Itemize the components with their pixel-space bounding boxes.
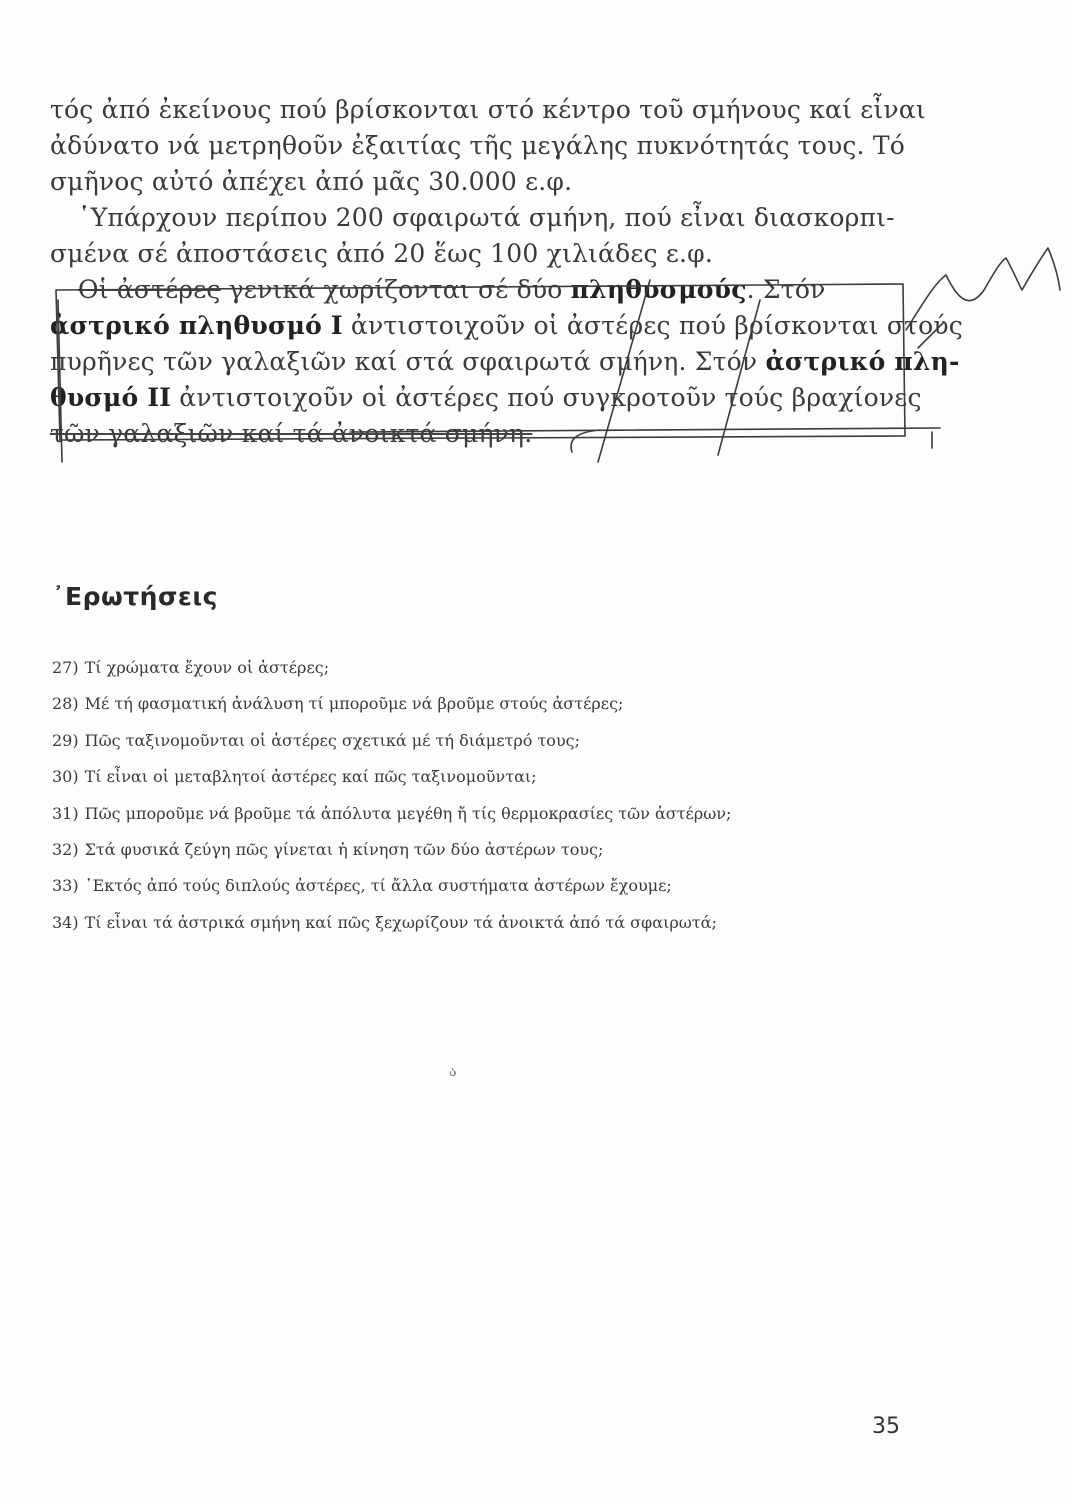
question-item bbox=[52, 723, 952, 759]
question-number: 27) bbox=[52, 658, 79, 677]
question-text: Τί εἶναι τά ἀστρικά σμήνη καί πῶς ξεχωρίζουν τά ἀνοικτά ἀπό τά σφαιρωτά; bbox=[84, 912, 717, 932]
text-segment: ἀντιστοιχοῦν οἱ ἀστέρες πού συγκροτοῦν τούς βραχίονες bbox=[171, 383, 922, 412]
question-text: Μέ τή φασματική ἀνάλυση τί μποροῦμε νά βροῦμε στούς ἀστέρες; bbox=[84, 694, 624, 714]
questions-heading: ᾿Ερωτήσεις bbox=[52, 582, 218, 611]
text-line: σμένα σέ ἀποστάσεις ἀπό 20 ἕως 100 χιλιάδες ε.φ. bbox=[50, 239, 714, 268]
bold-term: θυσμό ΙΙ bbox=[50, 383, 172, 412]
question-text: ᾿Εκτός ἀπό τούς διπλούς ἀστέρες, τί ἄλλα συστήματα ἀστέρων ἔχουμε; bbox=[84, 876, 672, 896]
question-text: Πῶς ταξινομοῦνται οἱ ἀστέρες σχετικά μέ τή διάμετρό τους; bbox=[84, 730, 581, 750]
question-item bbox=[52, 868, 952, 904]
text-line: ἀδύνατο νά μετρηθοῦν ἐξαιτίας τῆς μεγάλης πυκνότητάς τους. Τό bbox=[50, 131, 905, 160]
question-item bbox=[52, 796, 952, 832]
text-line bbox=[50, 416, 910, 452]
question-item bbox=[52, 759, 952, 795]
question-text: Πῶς μποροῦμε νά βροῦμε τά ἀπόλυτα μεγέθη ἤ τίς θερμοκρασίες τῶν ἀστέρων; bbox=[84, 803, 732, 823]
question-number: 29) bbox=[52, 730, 79, 750]
text-line bbox=[50, 272, 910, 308]
stray-ink-mark: ა bbox=[449, 1064, 457, 1080]
bold-term: ἀστρικό πλη- bbox=[765, 347, 960, 376]
struck-text: τῶν γαλαξιῶν καί τά ἀνοικτά σμήνη. bbox=[50, 419, 533, 448]
text-segment: . Στόν bbox=[746, 275, 826, 304]
question-number: 34) bbox=[52, 912, 79, 932]
question-number: 28) bbox=[52, 694, 79, 714]
question-item bbox=[52, 650, 952, 686]
bold-term: πληθυσμούς bbox=[570, 275, 747, 304]
text-segment: ἀντιστοιχοῦν οἱ ἀστέρες πού βρίσκονται στούς bbox=[342, 311, 963, 340]
question-number: 33) bbox=[52, 876, 79, 896]
question-text: Τί χρώματα ἔχουν οἱ ἀστέρες; bbox=[84, 658, 330, 677]
questions-list bbox=[52, 650, 952, 941]
question-text: Τί εἶναι οἱ μεταβλητοί ἀστέρες καί πῶς ταξινομοῦνται; bbox=[84, 767, 537, 787]
question-item bbox=[52, 905, 952, 941]
text-segment: πυρῆνες τῶν γαλαξιῶν καί στά σφαιρωτά σμήνη. Στόν bbox=[50, 347, 766, 376]
text-line bbox=[50, 344, 960, 380]
question-item bbox=[52, 686, 952, 722]
text-line: ῾Υπάρχουν περίπου 200 σφαιρωτά σμήνη, πού εἶναι διασκορπι- bbox=[78, 203, 895, 232]
question-item bbox=[52, 832, 952, 868]
text-line: τός ἀπό ἐκείνους πού βρίσκονται στό κέντρο τοῦ σμήνους καί εἶναι bbox=[50, 95, 926, 124]
text-line bbox=[50, 308, 963, 344]
text-line bbox=[50, 380, 922, 416]
question-text: Στά φυσικά ζεύγη πῶς γίνεται ἡ κίνηση τῶν δύο ἀστέρων τους; bbox=[84, 839, 604, 859]
struck-text: Οἱ ἀστέρες bbox=[78, 275, 221, 304]
page-number: 35 bbox=[872, 1414, 900, 1439]
paragraph-1 bbox=[50, 92, 926, 200]
text-line: σμῆνος αὐτό ἀπέχει ἀπό μᾶς 30.000 ε.φ. bbox=[50, 167, 573, 196]
text-segment: γενικά χωρίζονται σέ δύο bbox=[220, 275, 571, 304]
question-number: 32) bbox=[52, 839, 79, 859]
question-number: 30) bbox=[52, 767, 79, 787]
paragraph-2 bbox=[50, 200, 910, 272]
bold-term: ἀστρικό πληθυσμό Ι bbox=[50, 311, 343, 340]
paragraph-3-populations bbox=[50, 272, 963, 452]
question-number: 31) bbox=[52, 803, 79, 823]
